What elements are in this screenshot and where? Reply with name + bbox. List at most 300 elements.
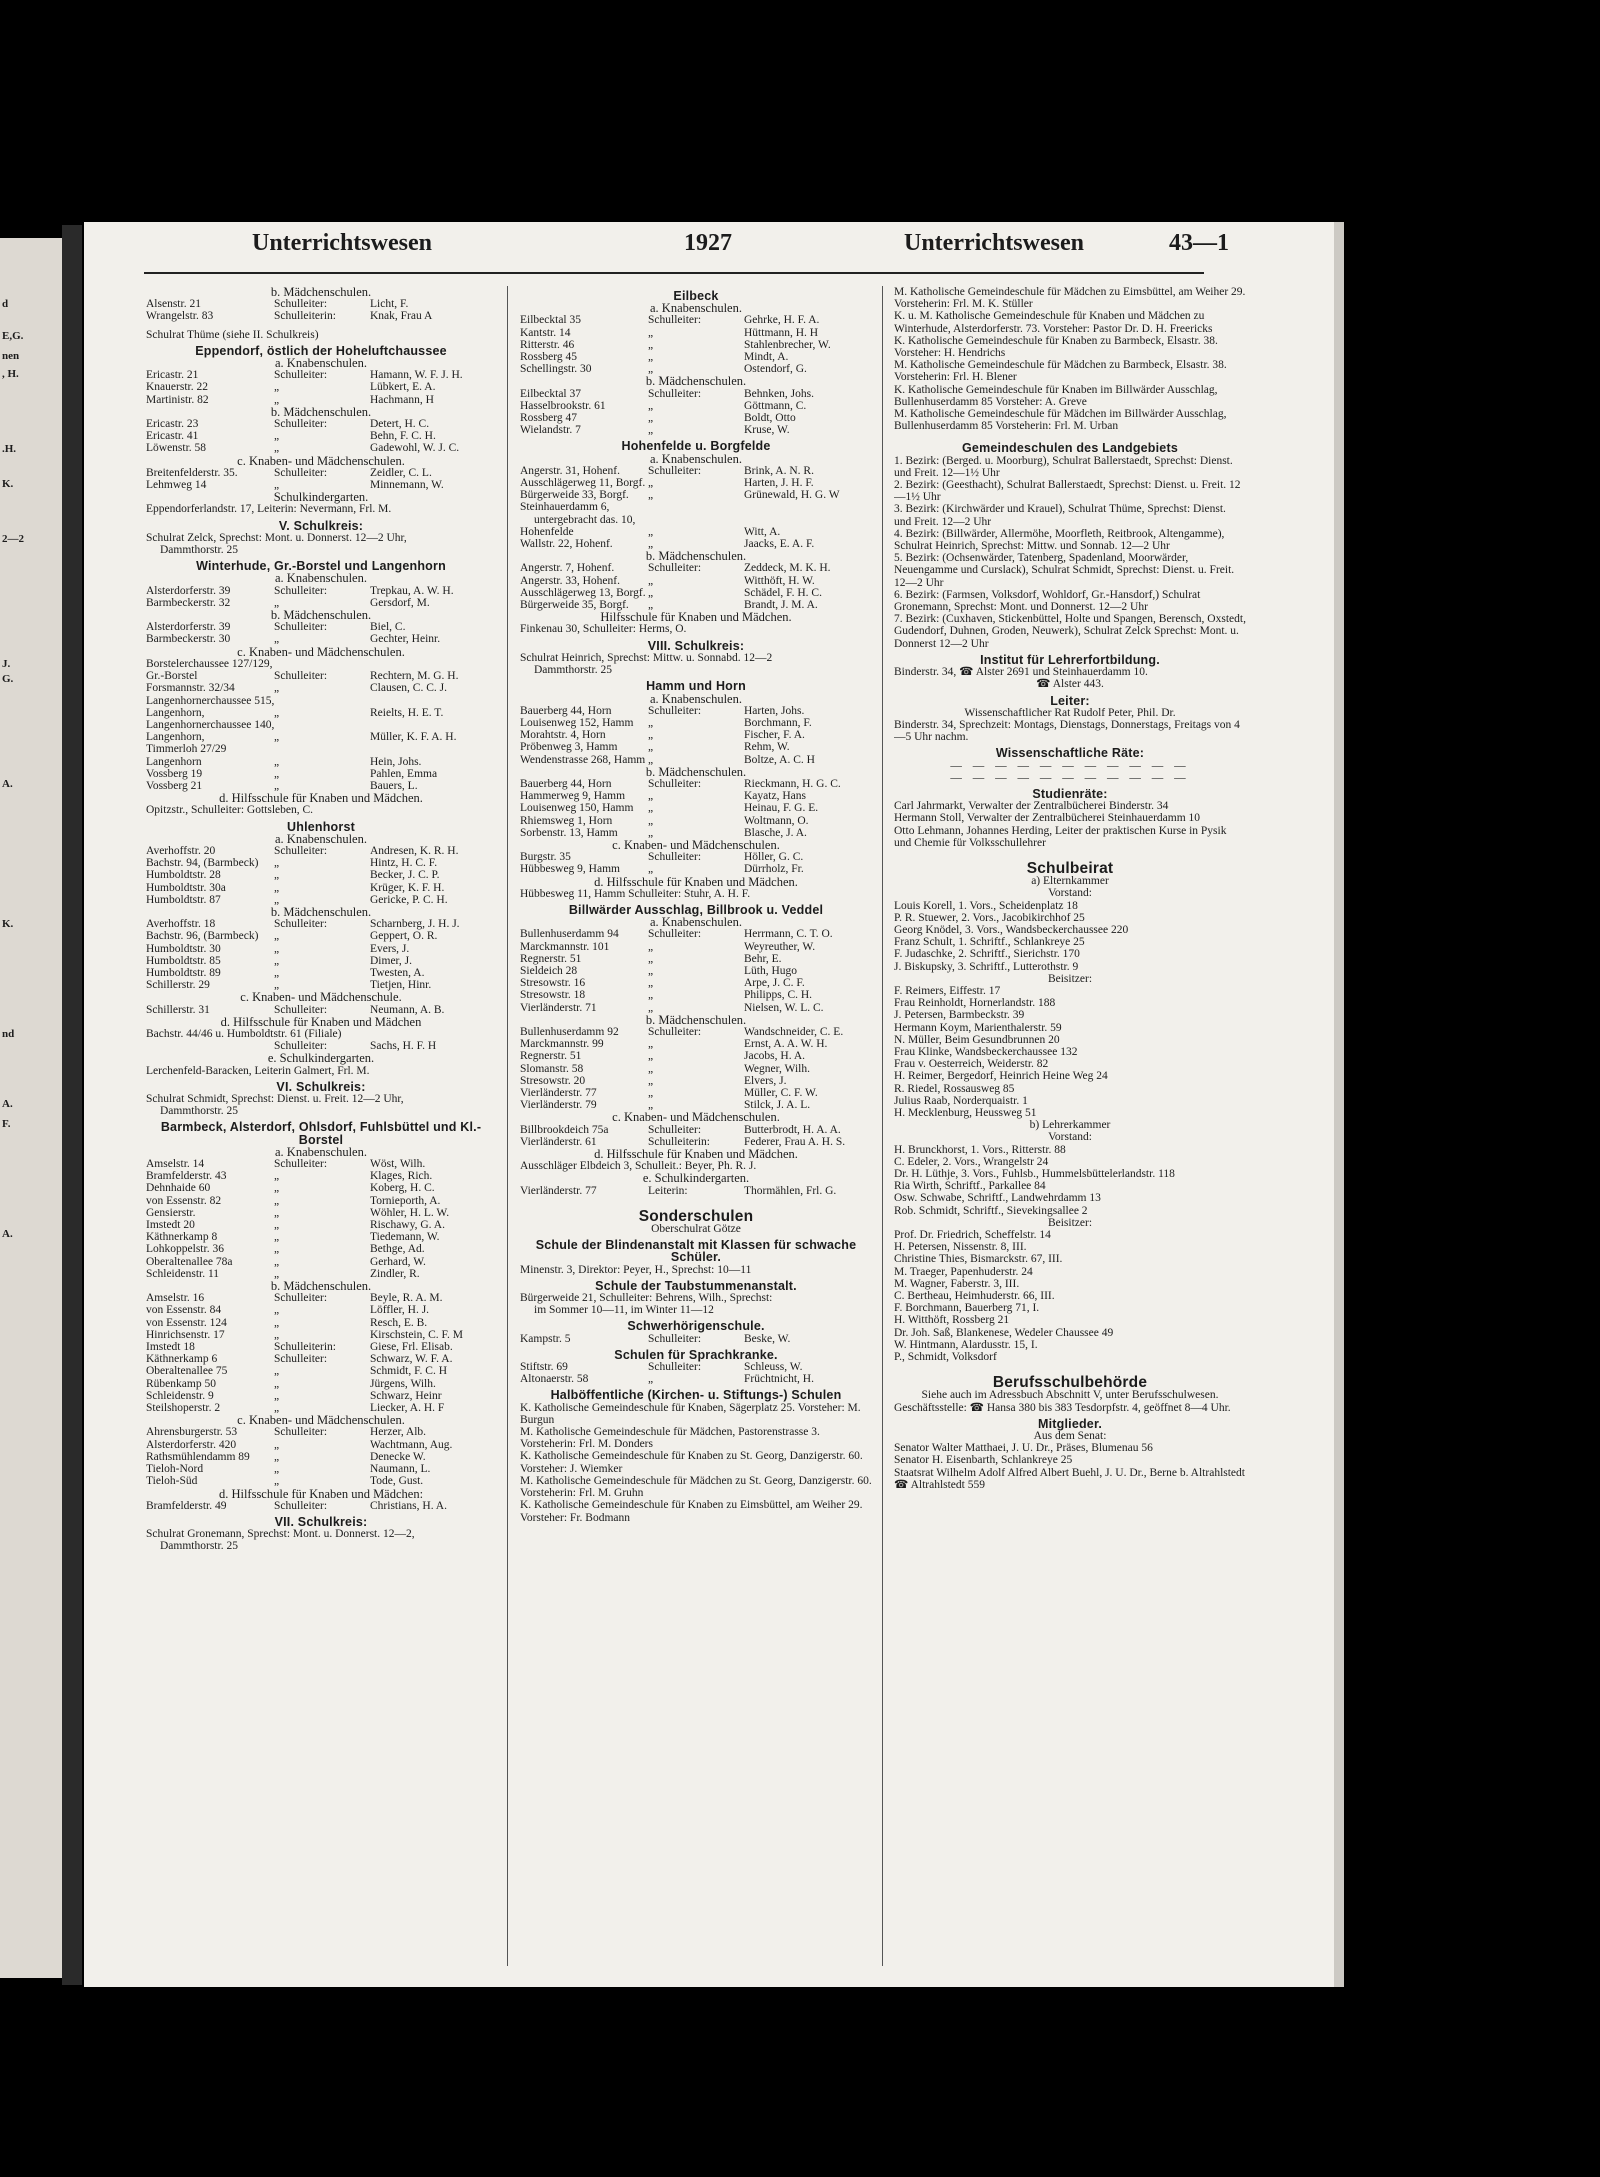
spacer [520, 1197, 872, 1203]
directory-entry [146, 585, 496, 597]
text-entry: Minenstr. 3, Direktor: Peyer, H., Sprechst: 10—11 [520, 1263, 752, 1276]
text-entry: M. Wagner, Faberstr. 3, III. [894, 1277, 1020, 1290]
entry-role: „ [274, 442, 280, 455]
entry-name: Gehrke, H. F. A. [744, 314, 820, 327]
entry-role: „ [274, 1182, 280, 1195]
entry-role: „ [274, 857, 280, 870]
entry-name: Hein, Johs. [370, 755, 422, 768]
section-heading: VIII. Schulkreis: [647, 638, 745, 653]
entry-address: Humboldtstr. 87 [146, 893, 221, 906]
text-entry: H. Reimer, Bergedorf, Heinrich Heine Weg 24 [894, 1070, 1108, 1083]
directory-entry [146, 430, 496, 442]
directory-entry [146, 1304, 496, 1316]
continuation-line: Dammthorstr. 25 [160, 1540, 238, 1553]
entry-role: „ [274, 1389, 280, 1402]
entry-address: Schleidenstr. 11 [146, 1267, 220, 1280]
entry-address: Stiftstr. 69 [520, 1361, 568, 1374]
entry-name: Sachs, H. F. H [370, 1040, 437, 1053]
entry-name: Ostendorf, G. [744, 363, 807, 376]
text-entry: Hübbesweg 11, Hamm Schulleiter: Stuhr, A. H. F. [520, 887, 751, 900]
directory-entry [146, 1231, 496, 1243]
continuation-line: untergebracht das. 10, [534, 513, 636, 526]
entry-role: „ [274, 682, 280, 695]
directory-entry [520, 314, 872, 326]
entry-address: Vierländerstr. 71 [520, 1001, 597, 1014]
text-entry: H. Petersen, Nissenstr. 8, III. [894, 1241, 1027, 1254]
text-entry: K. Katholische Gemeindeschule für Knaben zu Barmbeck, Elsastr. 38. Vorsteher: H. Hendrichs [894, 334, 1218, 360]
entry-role: „ [274, 731, 280, 744]
entry-name: Resch, E. B. [370, 1316, 428, 1329]
directory-entry [520, 953, 872, 965]
entry-address: Wallstr. 22, Hohenf. [520, 538, 613, 551]
entry-name: Neumann, A. B. [370, 1003, 445, 1016]
entry-address: Bürgerweide 35, Borgf. [520, 599, 629, 612]
entry-role: „ [648, 586, 654, 599]
entry-address: Imstedt 18 [146, 1341, 195, 1354]
subsection-heading: a. Knabenschulen. [650, 915, 742, 930]
entry-role: „ [648, 538, 654, 551]
entry-role: „ [648, 1087, 654, 1099]
entry-name: Herrmann, C. T. O. [744, 928, 833, 941]
directory-entry [146, 1182, 496, 1194]
entry-name: Müller, C. F. W. [744, 1087, 818, 1099]
entry-name: Geppert, O. R. [370, 930, 438, 943]
entry-role: „ [274, 1304, 280, 1317]
entry-address: Humboldtstr. 85 [146, 954, 221, 967]
subsection-heading: c. Knaben- und Mädchenschulen. [237, 1413, 405, 1428]
entry-name: Knak, Frau A [370, 310, 433, 323]
section-heading: Eilbeck [673, 289, 719, 303]
entry-name: Licht, F. [370, 298, 409, 311]
section-heading: Hohenfelde u. Borgfelde [621, 439, 771, 454]
entry-role: Schulleiter: [274, 1040, 328, 1053]
directory-entry [520, 351, 872, 363]
entry-role: „ [648, 1001, 654, 1014]
centered-line: Aus dem Senat: [1033, 1430, 1107, 1443]
entry-role: Schulleiter: [274, 918, 328, 931]
directory-entry [520, 388, 872, 400]
entry-name: Jacobs, H. A. [744, 1050, 806, 1063]
text-entry: Schulrat Thüme (siehe II. Schulkreis) [146, 328, 319, 341]
text-entry: K. u. M. Katholische Gemeindeschule für Knaben und Mädchen zu Winterhude, Alsterdorferstr. 73. Vorsteher: Pastor Dr. D. H. Freericks [894, 310, 1213, 335]
entry-name: Heinau, F. G. E. [744, 802, 819, 815]
left-page-text-fragment: A. [2, 1228, 13, 1240]
entry-address: Lehmweg 14 [146, 479, 207, 492]
section-heading: Barmbeck, Alsterdorf, Ohlsdorf, Fuhlsbüttel und Kl.-Borstel [160, 1120, 482, 1147]
entry-role: „ [648, 863, 654, 876]
directory-entry [146, 381, 496, 393]
entry-name: Brink, A. N. R. [744, 464, 814, 477]
entry-role: „ [648, 964, 654, 977]
entry-address: Averhoffstr. 20 [146, 844, 216, 857]
entry-name: Philipps, C. H. [744, 989, 813, 1002]
subsection-heading: Schulkindergarten. [273, 490, 369, 505]
entry-role: Schulleiter: [274, 369, 328, 382]
directory-entry [146, 467, 496, 479]
major-heading: Sonderschulen [638, 1207, 754, 1225]
left-page-text-fragment: nd [2, 1028, 15, 1040]
directory-entry [520, 965, 872, 977]
entry-address: Wendenstrasse 268, Hamm [520, 753, 646, 766]
directory-entry [146, 1170, 496, 1182]
text-entry: R. Riedel, Rossausweg 85 [894, 1082, 1015, 1095]
entry-address: Bauerberg 44, Horn [520, 704, 612, 717]
text-entry: Borstelerchaussee 127/129, [146, 657, 273, 670]
entry-role: „ [274, 1463, 280, 1476]
left-page-text-fragment: K. [2, 918, 14, 930]
directory-entry [520, 424, 872, 436]
directory-entry [520, 778, 872, 790]
section-heading: Schule der Taubstummenanstalt. [595, 1278, 797, 1293]
entry-address: Vierländerstr. 79 [520, 1099, 597, 1112]
text-entry: Ausschläger Elbdeich 3, Schulleit.: Beyer, Ph. R. J. [520, 1160, 757, 1173]
text-entry: Hermann Koym, Marienthalerstr. 59 [894, 1021, 1062, 1034]
entry-address: Wrangelstr. 83 [146, 310, 214, 323]
subsection-heading: b. Mädchenschulen. [270, 404, 372, 419]
entry-role: Schulleiter: [648, 704, 702, 717]
directory-entry [146, 869, 496, 881]
entry-name: Hintz, H. C. F. [370, 857, 438, 870]
directory-entry [146, 1004, 496, 1016]
left-page-fragment [0, 238, 62, 1978]
entry-role: Schulleiter: [274, 418, 328, 431]
entry-address: Lohkoppelstr. 36 [146, 1243, 224, 1256]
section-heading: Schule der Blindenanstalt mit Klassen für schwache Schüler. [535, 1238, 857, 1265]
directory-entry [520, 863, 872, 875]
entry-role: Leiterin: [648, 1184, 688, 1197]
entry-address: Gr.-Borstel [146, 670, 198, 683]
text-entry: Senator H. Eisenbarth, Schlankreye 25 [894, 1454, 1073, 1467]
entry-name: Naumann, L. [370, 1463, 431, 1476]
entry-name: Lübkert, E. A. [370, 381, 436, 394]
entry-name: Wöhler, H. L. W. [370, 1206, 450, 1219]
entry-role: „ [274, 1402, 280, 1415]
text-entry: Binderstr. 34, ☎ Alster 2691 und Steinhauerdamm 10. [894, 666, 1148, 679]
directory-entry [520, 400, 872, 412]
entry-address: Louisenweg 150, Hamm [520, 802, 634, 815]
entry-name: Beske, W. [744, 1332, 791, 1345]
subsection-heading: e. Schulkindergarten. [267, 1051, 375, 1066]
entry-role: „ [274, 430, 280, 443]
directory-entry [520, 815, 872, 827]
entry-name: Gericke, P. C. H. [370, 893, 448, 906]
spacer [894, 849, 1246, 855]
directory-entry [146, 1329, 496, 1341]
entry-role: Schulleiter: [274, 1158, 328, 1171]
entry-name: Tiedemann, W. [370, 1231, 440, 1244]
directory-entry [520, 1050, 872, 1062]
entry-address: Langenhorn, [146, 731, 205, 744]
entry-name: Witt, A. [744, 525, 781, 538]
entry-role: Schulleiter: [274, 621, 328, 634]
directory-entry [146, 731, 496, 743]
entry-name: Jürgens, Wilh. [370, 1377, 436, 1390]
directory-entry [146, 955, 496, 967]
directory-entry [146, 882, 496, 894]
entry-address: Tieloh-Süd [146, 1475, 198, 1488]
centered-line: Siehe auch im Adressbuch Abschnitt V, unter Berufsschulwesen. [921, 1389, 1219, 1402]
entry-address: von Essenstr. 124 [146, 1316, 227, 1329]
entry-name: Schleuss, W. [744, 1361, 803, 1374]
entry-role: „ [648, 1050, 654, 1063]
column-divider [882, 286, 883, 1966]
entry-name: Arpe, J. C. F. [744, 977, 805, 990]
text-entry: Ria Wirth, Schriftf., Parkallee 84 [894, 1180, 1046, 1193]
section-heading: Winterhude, Gr.-Borstel und Langenhorn [196, 559, 446, 574]
entry-address: Pröbenweg 3, Hamm [520, 741, 618, 754]
directory-entry [520, 339, 872, 351]
page-header [84, 230, 1334, 270]
entry-role: „ [648, 989, 654, 1002]
entry-role: Schulleiter: [648, 851, 702, 864]
spacer [894, 1363, 1246, 1369]
entry-role: „ [648, 716, 654, 729]
directory-entry [146, 670, 496, 682]
directory-entry [146, 418, 496, 430]
entry-name: Beyle, R. A. M. [370, 1292, 443, 1305]
entry-name: Löffler, H. J. [370, 1304, 430, 1317]
entry-name: Ernst, A. A. W. H. [744, 1038, 828, 1051]
entry-name: Becker, J. C. P. [370, 869, 440, 882]
directory-entry [146, 621, 496, 633]
subsection-heading: d. Hilfsschule für Knaben und Mädchen. [594, 874, 798, 889]
placeholder-dashes: — — — — — — — — — — — [950, 771, 1190, 784]
entry-name: Dürrholz, Fr. [744, 863, 804, 876]
entry-address: Rossberg 47 [520, 412, 577, 425]
entry-address: Billbrookdeich 75a [520, 1123, 609, 1136]
directory-entry [520, 1038, 872, 1050]
entry-role: „ [274, 1194, 280, 1207]
entry-address: Altonaerstr. 58 [520, 1373, 589, 1386]
entry-address: Bullenhuserdamm 94 [520, 928, 619, 941]
subsection-heading: e. Schulkindergarten. [642, 1171, 750, 1186]
entry-address: Louisenweg 152, Hamm [520, 716, 634, 729]
subsection-heading: a. Knabenschulen. [275, 571, 367, 586]
entry-role: „ [648, 741, 654, 754]
entry-role: „ [274, 755, 280, 768]
subsection-heading: d. Hilfsschule für Knaben und Mädchen. [594, 1147, 798, 1162]
directory-entry [146, 768, 496, 780]
entry-role: „ [274, 393, 280, 406]
entry-address: Forsmannstr. 32/34 [146, 682, 235, 695]
entry-address: Amselstr. 16 [146, 1292, 205, 1305]
entry-address: Bachstr. 96, (Barmbeck) [146, 930, 259, 943]
text-entry: Senator Walter Matthaei, J. U. Dr., Präses, Blumenau 56 [894, 1442, 1153, 1455]
entry-address: Ahrensburgerstr. 53 [146, 1426, 238, 1439]
section-heading: Mitglieder. [1037, 1416, 1103, 1431]
entry-name: Biel, C. [370, 621, 406, 634]
entry-name: Behnken, Johs. [744, 387, 814, 400]
entry-role: Schulleiter: [274, 584, 328, 597]
entry-name: Mindt, A. [744, 351, 789, 364]
entry-name: Jaacks, E. A. F. [744, 538, 815, 551]
text-entry: Binderstr. 34, Sprechzeit: Montags, Dienstags, Donnerstags, Freitags von 4—5 Uhr nachm. [894, 718, 1240, 744]
text-entry: Lerchenfeld-Baracken, Leiterin Galmert, Frl. M. [146, 1064, 370, 1077]
subsection-heading: a. Knabenschulen. [650, 301, 742, 316]
major-heading: Schulbeirat [1026, 859, 1114, 877]
text-entry: Schulrat Schmidt, Sprechst: Dienst. u. Freit. 12—2 Uhr, [146, 1093, 404, 1105]
text-entry: Franz Schult, 1. Schriftf., Schlankreye 25 [894, 936, 1085, 949]
directory-entry [146, 369, 496, 381]
entry-address: Vossberg 19 [146, 767, 203, 780]
entry-role: Schulleiter: [648, 1332, 702, 1345]
directory-entry [520, 562, 872, 574]
entry-address: Humboldtstr. 30a [146, 881, 226, 894]
continuation-line: Dammthorstr. 25 [160, 1105, 238, 1118]
text-entry: Opitzstr., Schulleiter: Gottsleben, C. [146, 804, 314, 817]
entry-name: Müller, K. F. A. H. [370, 731, 457, 744]
directory-entry [146, 1353, 496, 1365]
left-page-text-fragment: K. [2, 478, 14, 490]
entry-address: Käthnerkamp 8 [146, 1231, 218, 1244]
entry-address: Regnerstr. 51 [520, 952, 582, 965]
text-entry: 3. Bezirk: (Kirchwärder und Krauel), Schulrat Thüme, Sprechst: Dienst. und Freit. 12—2 Uhr [894, 503, 1226, 528]
subsection-heading: c. Knaben- und Mädchenschulen. [612, 837, 780, 852]
subsection-heading: a. Knabenschulen. [275, 1144, 367, 1159]
text-entry: Frau Klinke, Wandsbeckerchaussee 132 [894, 1045, 1078, 1058]
directory-entry [146, 707, 496, 719]
column-1 [146, 286, 496, 1966]
text-entry: Bachstr. 44/46 u. Humboldtstr. 61 (Filiale) [146, 1027, 342, 1040]
entry-name: Rischawy, G. A. [370, 1219, 445, 1232]
entry-name: Behn, F. C. H. [370, 430, 436, 443]
placeholder-dashes: — — — — — — — — — — — [950, 759, 1190, 772]
text-entry: M. Katholische Gemeindeschule für Mädchen, Pastorenstrasse 3. Vorsteherin: Frl. M. Donders [520, 1426, 820, 1451]
text-entry: Schulrat Heinrich, Sprechst: Mittw. u. Sonnabd. 12—2 [520, 651, 773, 664]
entry-name: Zindler, R. [370, 1267, 420, 1280]
entry-name: Fischer, F. A. [744, 729, 805, 742]
entry-role: „ [648, 1038, 654, 1051]
entry-role: „ [648, 753, 654, 766]
text-entry: Langenhornerchaussee 515, [146, 694, 275, 707]
directory-entry [520, 741, 872, 753]
entry-address: Humboldtstr. 30 [146, 942, 221, 955]
entry-name: Blasche, J. A. [744, 826, 807, 839]
text-entry: Geschäftsstelle: ☎ Hansa 380 bis 383 Tesdorpfstr. 4, geöffnet 8—4 Uhr. [894, 1401, 1231, 1414]
entry-role: „ [648, 399, 654, 412]
entry-role: „ [648, 977, 654, 990]
entry-address: Humboldtstr. 89 [146, 966, 221, 979]
entry-name: Scharnberg, J. H. J. [370, 918, 460, 931]
section-heading: Halböffentliche (Kirchen- u. Stiftungs-) Schulen [550, 1388, 842, 1403]
text-entry: N. Müller, Beim Gesundbrunnen 20 [894, 1033, 1060, 1046]
entry-address: Breitenfelderstr. 35. [146, 466, 238, 479]
entry-name: Kirschstein, C. F. M [370, 1328, 463, 1341]
text-entry: F. Judaschke, 2. Schriftf., Sierichstr. 170 [894, 948, 1080, 961]
entry-name: Detert, H. C. [370, 418, 430, 431]
section-heading: VII. Schulkreis: [274, 1514, 368, 1529]
directory-entry [520, 412, 872, 424]
entry-address: Knauerstr. 22 [146, 381, 208, 394]
centered-line: ☎ Alster 443. [1036, 678, 1104, 691]
entry-address: Ericastr. 21 [146, 369, 199, 382]
entry-address: Bauerberg 44, Horn [520, 777, 612, 790]
entry-address: Bramfelderstr. 49 [146, 1499, 227, 1512]
entry-address: Vierländerstr. 77 [520, 1184, 597, 1197]
entry-role: „ [274, 942, 280, 955]
entry-role: Schulleiter: [274, 1426, 328, 1439]
entry-address: Marckmannstr. 101 [520, 940, 610, 953]
entry-name: Grünewald, H. G. W [744, 489, 840, 502]
entry-role: „ [274, 1438, 280, 1451]
entry-role: „ [648, 574, 654, 587]
entry-name: Wöst, Wilh. [370, 1158, 426, 1171]
entry-address: Slomanstr. 58 [520, 1062, 584, 1075]
text-entry: Julius Raab, Norderquaistr. 1 [894, 1094, 1028, 1107]
text-entry: 2. Bezirk: (Geesthacht), Schulrat Ballerstaedt, Sprechst: Dienst. u. Freit. 12—1½ Uhr [894, 479, 1241, 504]
entry-role: „ [274, 979, 280, 992]
entry-name: Trepkau, A. W. H. [370, 584, 454, 597]
entry-name: Zeidler, C. L. [370, 466, 432, 479]
entry-role: „ [648, 326, 654, 339]
entry-address: Averhoffstr. 18 [146, 918, 216, 931]
subsection-heading: d. Hilfsschule für Knaben und Mädchen: [218, 1486, 424, 1501]
entry-role: „ [274, 767, 280, 780]
entry-name: Tode, Gust. [370, 1475, 424, 1488]
entry-name: Gerhard, W. [370, 1255, 426, 1268]
entry-role: „ [648, 802, 654, 815]
directory-entry [520, 989, 872, 1001]
text-entry: 1. Bezirk: (Berged. u. Moorburg), Schulrat Ballerstaedt, Sprechst: Dienst. und Freit. 12—1½ Uhr [894, 454, 1233, 479]
book-gutter [62, 225, 82, 1985]
entry-address: Marckmannstr. 99 [520, 1038, 604, 1051]
entry-role: „ [274, 1243, 280, 1256]
entry-name: Gersdorf, M. [370, 596, 430, 609]
entry-address: Hübbesweg 9, Hamm [520, 863, 620, 876]
entry-address: Ericastr. 41 [146, 430, 199, 443]
entry-role: Schulleiter: [648, 1361, 702, 1374]
entry-name: Höller, G. C. [744, 851, 804, 864]
entry-name: Rieckmann, H. G. C. [744, 777, 841, 790]
left-page-text-fragment: .H. [2, 443, 17, 455]
entry-name: Wandschneider, C. E. [744, 1025, 844, 1038]
directory-entry [146, 930, 496, 942]
header-right-title: Unterrichtswesen [904, 230, 1084, 256]
entry-name: Krüger, K. F. H. [370, 881, 445, 894]
subsection-heading: b. Mädchenschulen. [270, 904, 372, 919]
entry-role: Schulleiter: [274, 466, 328, 479]
left-page-text-fragment: J. [2, 658, 11, 670]
entry-role: „ [648, 338, 654, 351]
directory-entry [146, 1292, 496, 1304]
entry-address: Bürgerweide 33, Borgf. [520, 489, 629, 502]
directory-entry [520, 1373, 872, 1385]
directory-entry [146, 918, 496, 930]
centered-line: b) Lehrerkammer [1029, 1119, 1111, 1132]
entry-address: Barmbeckerstr. 32 [146, 596, 231, 609]
subsection-heading: b. Mädchenschulen. [270, 608, 372, 623]
text-entry: M. Katholische Gemeindeschule für Mädchen zu Barmbeck, Elsastr. 38. Vorsteherin: Frl. H. Blener [894, 359, 1227, 384]
entry-role: „ [274, 930, 280, 943]
section-heading: Hamm und Horn [646, 679, 746, 694]
entry-address: Bullenhuserdamm 92 [520, 1025, 619, 1038]
text-entry: F. Borchmann, Bauerberg 71, I. [894, 1302, 1040, 1315]
directory-entry [520, 717, 872, 729]
continuation-line: Dammthorstr. 25 [160, 544, 238, 557]
entry-name: Borchmann, F. [744, 716, 812, 729]
entry-role: Schulleiter: [274, 1353, 328, 1366]
entry-role: „ [648, 363, 654, 376]
entry-address: Schillerstr. 29 [146, 979, 210, 992]
entry-address: Löwenstr. 58 [146, 442, 207, 455]
entry-address: Vossberg 21 [146, 779, 203, 792]
entry-name: Göttmann, C. [744, 399, 807, 412]
entry-address: Rathsmühlendamm 89 [146, 1450, 250, 1463]
entry-address: Hohenfelde [520, 525, 574, 538]
entry-name: Hamann, W. F. J. H. [370, 369, 463, 382]
directory-entry [520, 790, 872, 802]
entry-role: Schulleiter: [274, 298, 328, 311]
